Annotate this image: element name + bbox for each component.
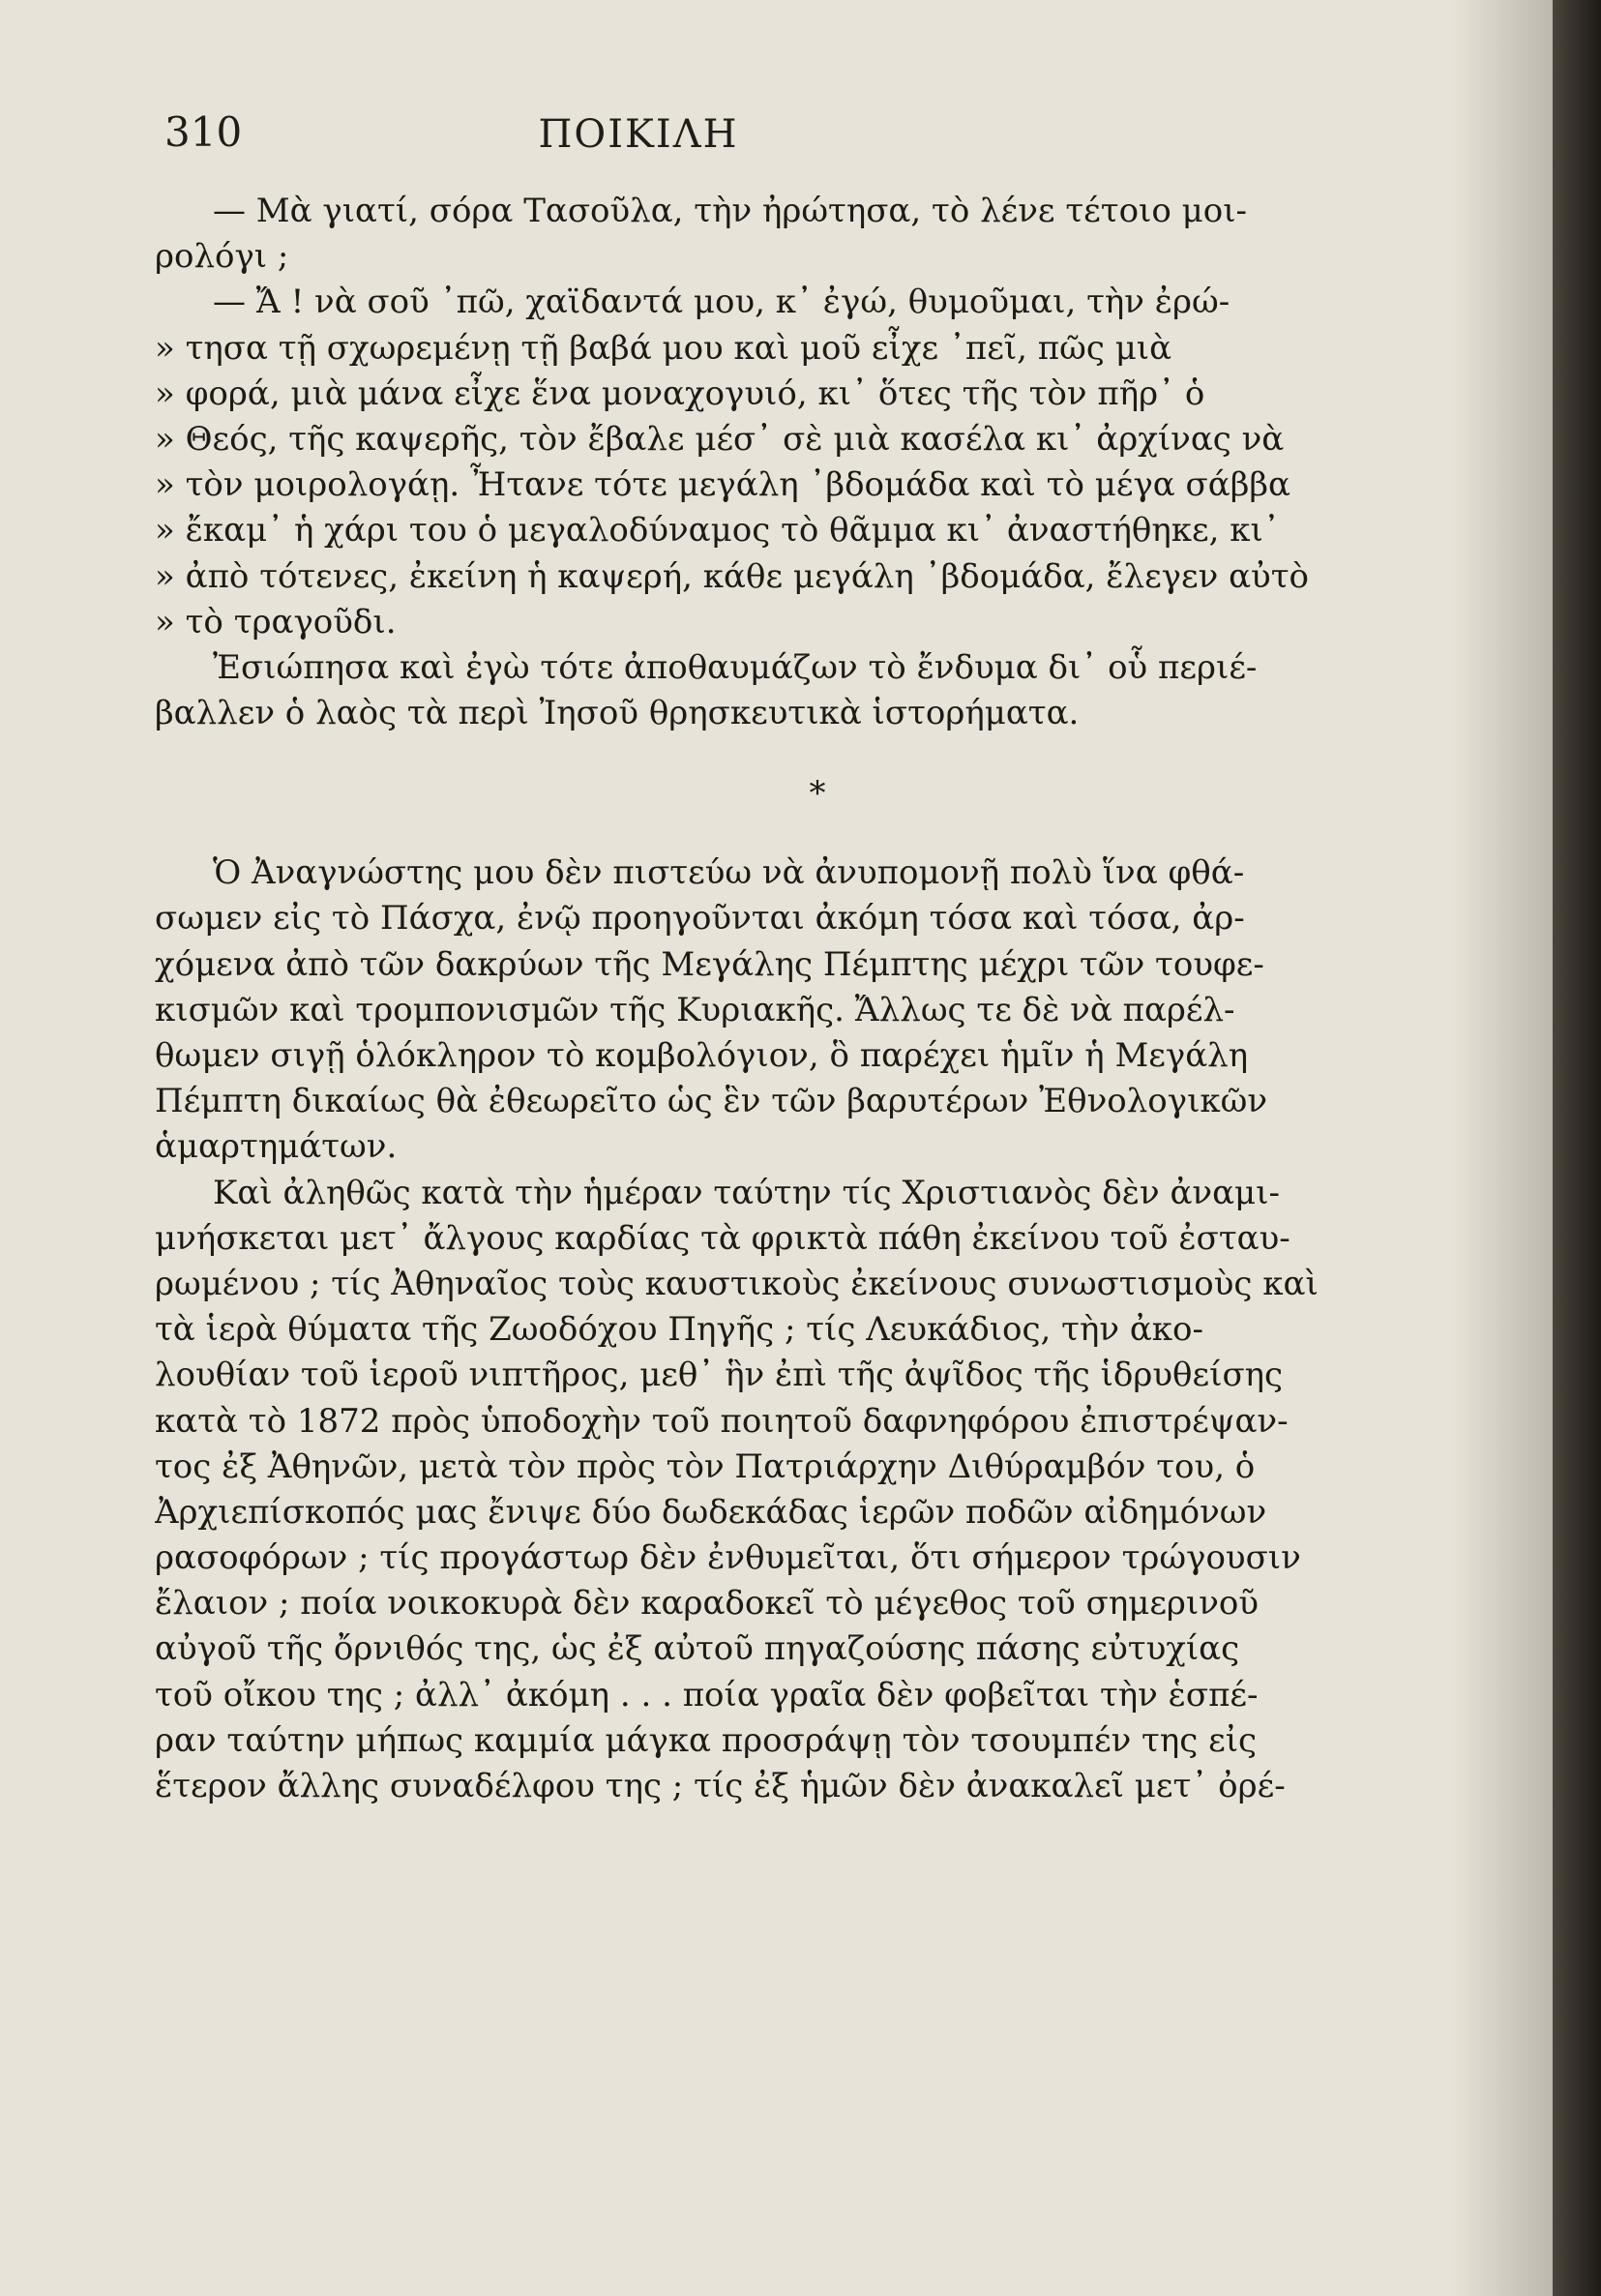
page-body	[155, 189, 1364, 1809]
text-line: σωμεν εἰς τὸ Πάσχα, ἐνῷ προηγοῦνται ἀκόμη τόσα καὶ τόσα, ἀρ-	[155, 899, 1245, 939]
text-line: ἁμαρτημάτων.	[155, 1127, 398, 1167]
text-line: » τησα τῇ σχωρεμένῃ τῇ βαβά μου καὶ μοῦ εἶχε ᾿πεῖ, πῶς μιὰ	[155, 328, 1172, 368]
text-line: θωμεν σιγῇ ὁλόκληρον τὸ κομβολόγιον, ὃ παρέχει ἡμῖν ἡ Μεγάλη	[155, 1036, 1249, 1075]
text-line: — Ἄ ! νὰ σοῦ ᾿πῶ, χαϊδαντά μου, κ᾿ ἐγώ, θυμοῦμαι, τὴν ἐρώ-	[213, 283, 1230, 322]
text-line: ἔλαιον ; ποία νοικοκυρὰ δὲν καραδοκεῖ τὸ μέγεθος τοῦ σημερινοῦ	[155, 1584, 1260, 1624]
text-line: Καὶ ἀληθῶς κατὰ τὴν ἡμέραν ταύτην τίς Χριστιανὸς δὲν ἀναμι-	[213, 1173, 1280, 1212]
text-line: » Θεός, τῆς καψερῆς, τὸν ἔβαλε μέσ᾿ σὲ μιὰ κασέλα κι᾿ ἀρχίνας νὰ	[155, 419, 1285, 459]
text-line: » τὸν μοιρολογάῃ. Ἦτανε τότε μεγάλη ᾿βδομάδα καὶ τὸ μέγα σάββα	[155, 465, 1290, 505]
text-line: βαλλεν ὁ λαὸς τὰ περὶ Ἰησοῦ θρησκευτικὰ ἱστορήματα.	[155, 694, 1080, 733]
page-number: 310	[164, 108, 243, 156]
section-separator: *	[809, 774, 826, 814]
text-line: χόμενα ἀπὸ τῶν δακρύων τῆς Μεγάλης Πέμπτης μέχρι τῶν τουφε-	[155, 944, 1264, 984]
text-line: — Μὰ γιατί, σόρα Τασοῦλα, τὴν ἠρώτησα, τὸ λένε τέτοιο μοι-	[213, 192, 1248, 230]
text-line: τοῦ οἴκου της ; ἀλλ᾿ ἀκόμη . . . ποία γραῖα δὲν φοβεῖται τὴν ἑσπέ-	[155, 1675, 1259, 1715]
text-line: τος ἐξ Ἀθηνῶν, μετὰ τὸν πρὸς τὸν Πατριάρχην Διθύραμβόν του, ὁ	[155, 1446, 1256, 1486]
text-line: » ἀπὸ τότενες, ἐκείνη ἡ καψερή, κάθε μεγάλη ᾿βδομάδα, ἔλεγεν αὐτὸ	[155, 556, 1310, 596]
text-line: αὐγοῦ τῆς ὄρνιθός της, ὡς ἐξ αὐτοῦ πηγαζούσης πάσης εὐτυχίας	[155, 1629, 1240, 1669]
text-line: ρωμένου ; τίς Ἀθηναῖος τοὺς καυστικοὺς ἐκείνους συνωστισμοὺς καὶ	[155, 1264, 1319, 1303]
text-line: κισμῶν καὶ τρομπονισμῶν τῆς Κυριακῆς. Ἄλλως τε δὲ νὰ παρέλ-	[155, 990, 1235, 1029]
text-line: » τὸ τραγοῦδι.	[155, 602, 397, 641]
text-line: λουθίαν τοῦ ἱεροῦ νιπτῆρος, μεθ᾿ ἣν ἐπὶ τῆς ἀψῖδος τῆς ἱδρυθείσης	[155, 1356, 1284, 1395]
page-edge-shade	[1451, 0, 1553, 2296]
text-line: μνήσκεται μετ᾿ ἄλγους καρδίας τὰ φρικτὰ πάθη ἐκείνου τοῦ ἐσταυ-	[155, 1218, 1290, 1258]
text-line: ρασοφόρων ; τίς προγάστωρ δὲν ἐνθυμεῖται, ὅτι σήμερον τρώγουσιν	[155, 1538, 1301, 1578]
page-header	[155, 104, 1412, 163]
text-line: κατὰ τὸ 1872 πρὸς ὑποδοχὴν τοῦ ποιητοῦ δαφνηφόρου ἐπιστρέψαν-	[155, 1401, 1289, 1441]
running-title: ΠΟΙΚΙΛΗ	[538, 112, 739, 157]
text-line: » φορά, μιὰ μάνα εἶχε ἕνα μοναχογυιό, κι᾿ ὅτες τῆς τὸν πῆρ᾿ ὁ	[155, 373, 1205, 413]
binding-shadow	[1553, 0, 1601, 2296]
text-line: τὰ ἱερὰ θύματα τῆς Ζωοδόχου Πηγῆς ; τίς Λευκάδιος, τὴν ἀκο-	[155, 1310, 1203, 1350]
text-line: Ὁ Ἀναγνώστης μου δὲν πιστεύω νὰ ἀνυπομονῇ πολὺ ἵνα φθά-	[213, 853, 1245, 893]
text-line: ρολόγι ;	[155, 237, 289, 277]
text-line: » ἔκαμ᾿ ἡ χάρι του ὁ μεγαλοδύναμος τὸ θᾶμμα κι᾿ ἀναστήθηκε, κι᾿	[155, 511, 1280, 551]
text-line: Ἀρχιεπίσκοπός μας ἔνιψε δύο δωδεκάδας ἱερῶν ποδῶν αἰδημόνων	[155, 1492, 1267, 1532]
text-line: Πέμπτη δικαίως θὰ ἐθεωρεῖτο ὡς ἓν τῶν βαρυτέρων Ἐθνολογικῶν	[155, 1082, 1268, 1121]
text-line: Ἐσιώπησα καὶ ἐγὼ τότε ἀποθαυμάζων τὸ ἔνδυμα δι᾿ οὗ περιέ-	[213, 647, 1258, 687]
dialogue-section	[155, 189, 1364, 736]
text-line: ραν ταύτην μήπως καμμία μάγκα προσράψῃ τὸν τσουμπέν της εἰς	[155, 1720, 1258, 1760]
essay-section	[155, 850, 1364, 1809]
text-line: ἕτερον ἄλλης συναδέλφου της ; τίς ἐξ ἡμῶν δὲν ἀνακαλεῖ μετ᾿ ὀρέ-	[155, 1767, 1286, 1805]
